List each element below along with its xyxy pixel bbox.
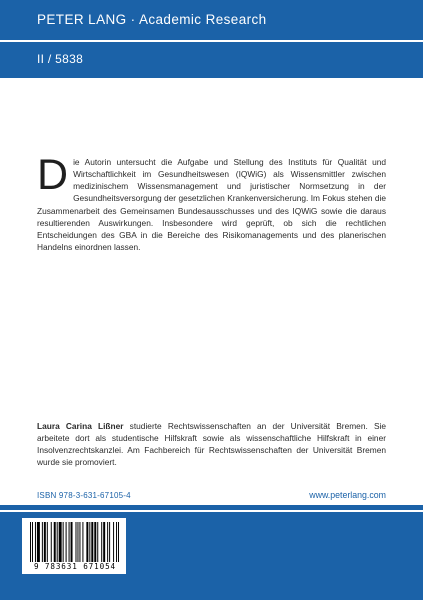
barcode-bar xyxy=(42,522,43,562)
barcode-bar xyxy=(82,522,83,562)
barcode-bar xyxy=(30,522,31,562)
publisher-website-link[interactable]: www.peterlang.com xyxy=(309,490,386,500)
footer-stripe xyxy=(0,510,423,512)
barcode-bar xyxy=(54,522,56,562)
barcode-bar xyxy=(75,522,76,562)
barcode-bar xyxy=(101,522,102,562)
barcode-bar xyxy=(109,522,110,562)
barcode-bar xyxy=(118,522,119,562)
barcode-bar xyxy=(113,522,114,562)
author-name: Laura Carina Lißner xyxy=(37,421,124,431)
barcode-bar xyxy=(116,522,117,562)
isbn-label: ISBN 978-3-631-67105-4 xyxy=(37,491,131,500)
barcode-bar xyxy=(37,522,40,562)
barcode-bar xyxy=(86,522,88,562)
author-bio-text: studierte Rechtswissenschaften an der Universität Bremen. Sie arbeitete dort als studentische Hilfskraft sowie als wissenschaftliche Hilfskraft in einer Insolvenzrechtskanzlei. Am Fachbereich für Rechtswissenschaften der Universität Bremen wurde sie promoviert. xyxy=(37,421,386,468)
barcode-bar xyxy=(97,522,98,562)
series-number: II / 5838 xyxy=(37,52,84,66)
barcode-bar xyxy=(47,522,48,562)
barcode-bar xyxy=(107,522,108,562)
barcode-bar xyxy=(89,522,90,562)
barcode-bar xyxy=(66,522,67,562)
barcode-bar xyxy=(77,522,78,562)
barcode-bar xyxy=(63,522,64,562)
barcode-bar xyxy=(71,522,73,562)
barcode-bar xyxy=(57,522,58,562)
author-bio xyxy=(37,420,386,469)
barcode-digits: 9 783631 671054 xyxy=(33,562,117,571)
barcode-bar xyxy=(94,522,96,562)
barcode-bar xyxy=(69,522,70,562)
series-band xyxy=(0,42,423,78)
drop-cap: D xyxy=(37,151,69,199)
barcode xyxy=(22,518,126,574)
abstract-text: ie Autorin untersucht die Aufgabe und Stellung des Instituts für Qualität und Wirtschaftlichkeit im Gesundheitswesen (IQWiG) als Wissensmittler zwischen medizinischem Wissensmanagement und juristischer Normsetzung in der Gesundheitsversorgung der gesetzlichen Krankenversicherung. Im Fokus stehen die Zusammenarbeit des Gemeinsamen Bundesausschusses und des IQWiG sowie die daraus resultierenden Auswirkungen. Insbesondere wird geprüft, ob sich die rechtlichen Entscheidungen des GBA in die Bereiche des Risikomanagements und des planerischen Handelns einordnen lassen. xyxy=(37,157,386,253)
barcode-bar xyxy=(35,522,36,562)
barcode-bar xyxy=(103,522,105,562)
barcode-bars xyxy=(30,522,120,562)
barcode-bar xyxy=(59,522,62,562)
publisher-header-band xyxy=(0,0,423,40)
barcode-bar xyxy=(51,522,52,562)
book-abstract xyxy=(37,151,386,253)
barcode-bar xyxy=(91,522,93,562)
barcode-bar xyxy=(79,522,80,562)
publisher-brand: PETER LANG · Academic Research xyxy=(37,12,267,27)
barcode-bar xyxy=(44,522,46,562)
barcode-bar xyxy=(32,522,33,562)
